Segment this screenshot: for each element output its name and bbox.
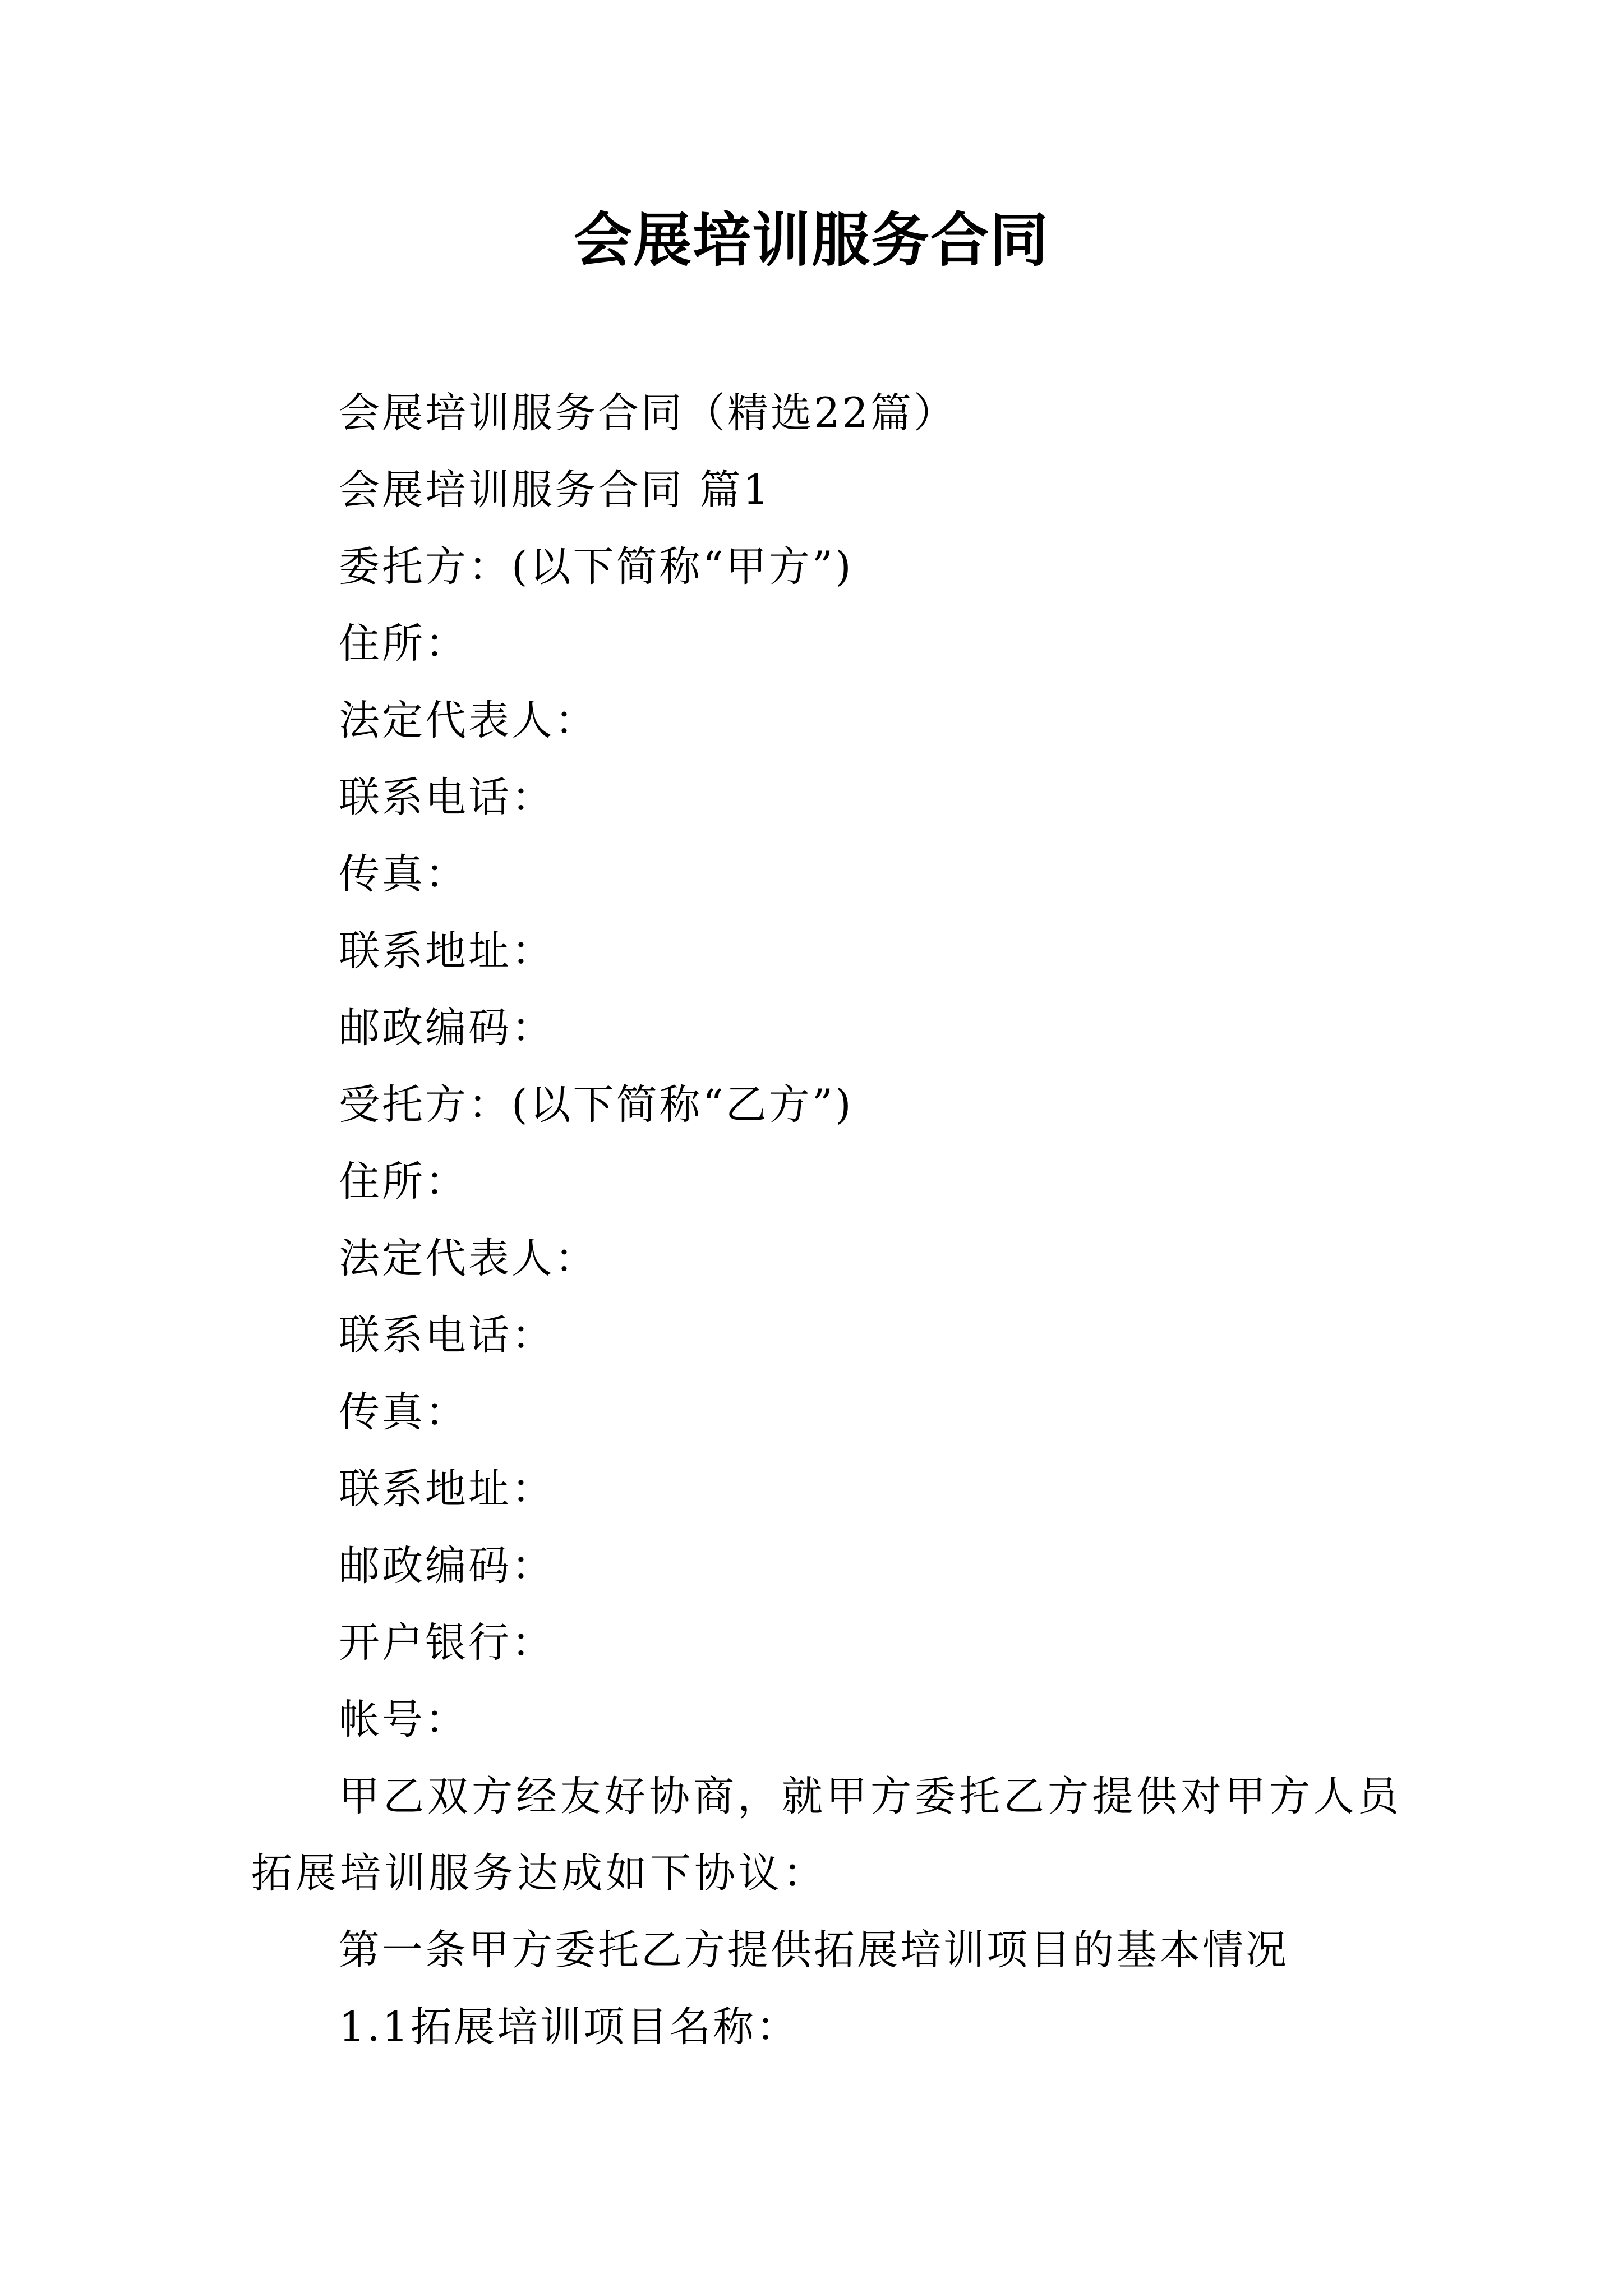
party-b-contact-address-field: 联系地址： (339, 1465, 555, 1513)
party-b-postcode-field: 邮政编码： (339, 1542, 555, 1590)
party-b-address-field: 住所： (339, 1158, 468, 1205)
party-b-fax-field: 传真： (339, 1388, 468, 1436)
party-a-fax-field: 传真： (339, 850, 468, 898)
party-a-contact-address-field: 联系地址： (339, 927, 555, 975)
party-b-phone-field: 联系电话： (339, 1312, 555, 1359)
party-a-address-field: 住所： (339, 620, 468, 668)
document-title: 会展培训服务合同 (573, 205, 1049, 274)
party-b-account-field: 帐号： (339, 1696, 468, 1743)
agreement-paragraph-line-2: 拓展培训服务达成如下协议： (251, 1849, 827, 1897)
item-1-1: 1.1拓展培训项目名称： (339, 2003, 800, 2051)
party-a-legal-rep-field: 法定代表人： (339, 697, 598, 744)
document-body (251, 375, 1402, 2065)
party-b-legal-rep-field: 法定代表人： (339, 1235, 598, 1282)
agreement-paragraph-line-1: 甲乙双方经友好协商，就甲方委托乙方提供对甲方人员 (339, 1773, 1402, 1820)
party-a-label: 委托方：(以下简称“甲方”) (339, 543, 854, 591)
party-a-phone-field: 联系电话： (339, 774, 555, 821)
party-b-label: 受托方：(以下简称“乙方”) (339, 1081, 854, 1129)
article-1-heading: 第一条甲方委托乙方提供拓展培训项目的基本情况 (339, 1926, 1289, 1974)
section-heading: 会展培训服务合同 篇1 (339, 466, 771, 514)
subtitle-line: 会展培训服务合同（精选22篇） (339, 389, 957, 437)
party-b-bank-field: 开户银行： (339, 1619, 555, 1667)
party-a-postcode-field: 邮政编码： (339, 1004, 555, 1052)
